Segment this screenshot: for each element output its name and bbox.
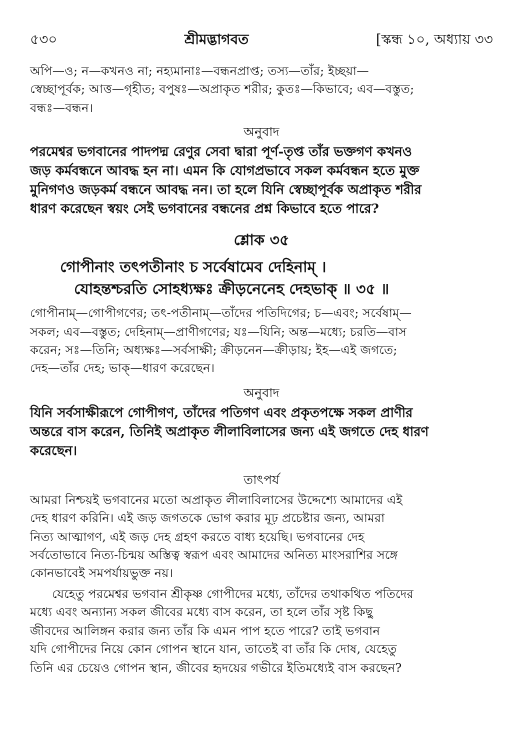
text-line: দেহ ধারণ করিনি। এই জড় জগতকে ভোগ করার মূঢ় প্রচেষ্টার জন্য, আমরা — [30, 511, 385, 526]
text-line: পরমেশ্বর ভগবানের পাদপদ্ম রেণুর সেবা দ্বারা পূর্ণ-তৃপ্ত তাঁর ভক্তগণ কখনও — [30, 145, 412, 161]
text-line: করেছেন। — [30, 443, 77, 459]
text-line: সকল; এব—বস্তুত; দেহিনাম্—প্রাণীগণের; যঃ—যিনি; অন্ত—মধ্যে; চরতি—বাস — [30, 324, 407, 339]
translation-verse-35 — [30, 404, 493, 461]
text-line: ধারণ করেছেন স্বয়ং সেই ভগবানের বন্ধনের প্রশ্ন কিভাবে হতে পারে? — [30, 202, 379, 218]
synonyms-verse-35 — [30, 304, 493, 378]
text-line: অপি—ও; ন—কখনও না; নহ্যমানাঃ—বন্ধনপ্রাপ্ত; তস্য—তাঁর; ইচ্ছয়া— — [30, 64, 369, 78]
verse-text — [30, 256, 493, 300]
text-line: বন্ধঃ—বন্ধন। — [30, 100, 94, 115]
text-line: যদি গোপীদের নিয়ে কোন গোপন স্থানে যান, তাতেই বা তাঁর কি দোষ, যেহেতু — [30, 642, 397, 657]
page-header — [30, 28, 493, 52]
purport-heading: তাৎপর্য — [243, 471, 280, 487]
text-line: কোনভাবেই সমপর্যায়ভুক্ত নয়। — [30, 566, 174, 581]
verse-line: গোপীনাং তৎপতীনাং চ সর্বেষামেব দেহিনাম্ । — [60, 258, 327, 277]
text-line: জড় কর্মবন্ধনে আবদ্ধ হন না। এমন কি যোগপ্রভাবে সকল কর্মবন্ধন হতে মুক্ত — [30, 164, 420, 180]
text-line: তিনি এর চেয়েও গোপন স্থান, জীবের হৃদয়ের গভীরে ইতিমধ্যেই বাস করছেন? — [30, 660, 402, 675]
text-line: মধ্যে এবং অন্যান্য সকল জীবের মধ্যে বাস করেন, তা হলে তাঁর সৃষ্ট কিছু — [30, 605, 373, 620]
translation-heading: অনুবাদ — [243, 124, 280, 140]
text-line: স্বেচ্ছাপূর্বক; আত্ত—গৃহীত; বপুষঃ—অপ্রাকৃত শরীর; কুতঃ—কিভাবে; এব—বস্তুত; — [30, 82, 415, 97]
text-line: করেন; সঃ—তিনি; অধ্যক্ষঃ—সর্বসাক্ষী; ক্রীড়নেন—ক্রীড়ায়; ইহ—এই জগতে; — [30, 343, 398, 358]
translation-heading: অনুবাদ — [243, 384, 280, 400]
text-line: সর্বতোভাবে নিত্য-চিন্ময় অস্তিত্ব স্বরূপ এবং আমাদের অনিত্য মাংসরাশির সঙ্গে — [30, 548, 398, 563]
synonyms-verse-34 — [30, 62, 493, 117]
text-line: যেহেতু পরমেশ্বর ভগবান শ্রীকৃষ্ণ গোপীদের মধ্যে, তাঁদের তথাকথিত পতিদের — [52, 586, 414, 601]
text-line: নিত্য আত্মাগণ, এই জড় দেহ গ্রহণ করতে বাধ্য হয়েছি। ভগবানের দেহ — [30, 529, 365, 544]
text-line: গোপীনাম্—গোপীগণের; তৎ-পতীনাম্—তাঁদের পতিদিগের; চ—এবং; সর্বেষাম্— — [30, 306, 412, 321]
page-number: ৫৩০ — [30, 32, 58, 48]
text-line: দেহ—তাঁর দেহ; ভাক্—ধারণ করেছেন। — [30, 361, 215, 376]
purport-paragraph-1 — [30, 491, 493, 583]
verse-title: শ্লোক ৩৫ — [233, 231, 290, 250]
text-line: যিনি সর্বসাক্ষীরূপে গোপীগণ, তাঁদের পতিগণ এবং প্রকৃতপক্ষে সকল প্রাণীর — [30, 405, 413, 421]
text-line: আমরা নিশ্চয়ই ভগবানের মতো অপ্রাকৃত লীলাবিলাসের উদ্দেশ্যে আমাদের এই — [30, 492, 403, 507]
translation-verse-34 — [30, 143, 493, 219]
chapter-reference: [স্কন্ধ ১০, অধ্যায় ৩৩ — [375, 32, 493, 48]
text-line: অন্তরে বাস করেন, তিনিই অপ্রাকৃত লীলাবিলাসের জন্য এই জগতে দেহ ধারণ — [30, 424, 429, 440]
purport-paragraph-2 — [30, 585, 493, 677]
book-title: শ্রীমদ্ভাগবত — [184, 32, 249, 48]
verse-line: যোহন্তশ্চরতি সোহধ্যক্ষঃ ক্রীড়নেনেহ দেহভাক্ ॥ ৩৫ ॥ — [74, 280, 390, 299]
text-line: মুনিগণও জড়কর্ম বন্ধনে আবদ্ধ নন। তা হলে যিনি স্বেচ্ছাপূর্বক অপ্রাকৃত শরীর — [30, 183, 422, 199]
text-line: জীবদের আলিঙ্গন করার জন্য তাঁর কি এমন পাপ হতে পারে? তাই ভগবান — [30, 623, 380, 638]
